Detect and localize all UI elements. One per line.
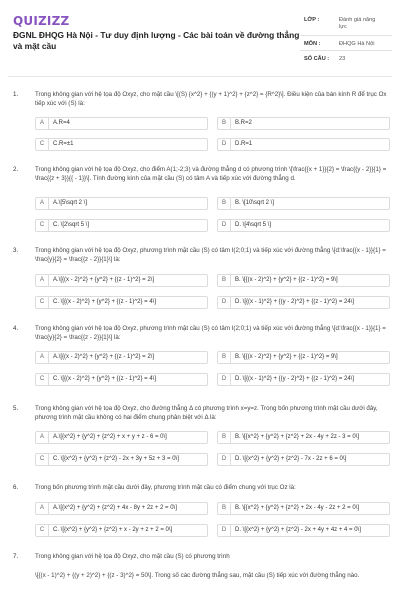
option-text: B. \[{(x - 2)^2} + {y^2} + {(z - 1)^2} = 9\]: [235, 277, 338, 283]
option-c[interactable]: [35, 138, 208, 151]
option-letter: C: [36, 139, 49, 150]
option-letter: A: [36, 198, 49, 209]
option-letter: B: [218, 503, 231, 514]
option-b[interactable]: [217, 351, 390, 364]
worksheet-title: ĐGNL ĐHQG Hà Nội - Tư duy định lượng - Các bài toán về đường thẳng và mặt cầu: [13, 30, 300, 51]
option-text: C. \[{x^2} + {y^2} + {z^2} + x - 2y + z + 2 = 0\]: [53, 527, 173, 533]
option-c[interactable]: [35, 296, 208, 309]
meta-divider: [300, 35, 392, 36]
option-b[interactable]: [217, 274, 390, 287]
option-text: B. \[10\sqrt 2 \]: [235, 200, 275, 206]
question-text: Trong bốn phương trình mặt cầu dưới đây, phương trình mặt cầu có điểm chung với trục Oz là:: [35, 484, 296, 491]
question-text: Trong không gian với hệ tọa độ Oxyz, cho mặt cầu (S) có phương trình: [35, 553, 230, 560]
question-text-continued: \[{(x - 1)^2} + {(y + 2)^2} + {(z - 3)^2} = 50\]. Trong số các đường thẳng sau, mặt cầu (S) tiếp xúc với đường thẳng nào.: [35, 572, 360, 579]
option-letter: C: [36, 374, 49, 385]
option-letter: B: [218, 118, 231, 129]
question-text: Trong không gian với hệ tọa độ Oxyz, cho đường thẳng Δ có phương trình x=y=z. Trong bốn phương trình mặt cầu dưới đây, phương trình mặt cầu không có hai điểm chung phân biệt với Δ là:: [35, 405, 378, 421]
option-text: C.R=±1: [53, 141, 74, 147]
question-number: 3.: [13, 247, 19, 254]
question-number: 5.: [13, 405, 19, 412]
option-text: A.\[{x^2} + {y^2} + {z^2} + 4x - 8y + 2z + 2 = 0\]: [53, 505, 177, 511]
option-letter: C: [36, 220, 49, 231]
option-text: C. \[2\sqrt 5 \]: [53, 222, 90, 228]
option-a[interactable]: [35, 351, 208, 364]
option-text: B.R=2: [235, 120, 252, 126]
option-a[interactable]: [35, 502, 208, 515]
option-letter: D: [218, 139, 231, 150]
question-number: 2.: [13, 166, 19, 173]
option-c[interactable]: [35, 373, 208, 386]
option-letter: A: [36, 118, 49, 129]
option-d[interactable]: [217, 219, 390, 232]
option-letter: B: [218, 198, 231, 209]
option-letter: A: [36, 352, 49, 363]
option-letter: D: [218, 220, 231, 231]
option-b[interactable]: [217, 117, 390, 130]
option-a[interactable]: [35, 197, 208, 210]
option-text: A.\[{(x - 2)^2} + {y^2} + {(z - 1)^2} = 2\]: [53, 277, 154, 283]
meta-value-subject: ĐHQG Hà Nội: [339, 41, 375, 47]
option-text: A.\[{(x - 2)^2} + {y^2} + {(z - 1)^2} = 2\]: [53, 354, 154, 360]
meta-label-subject: MÔN :: [304, 41, 321, 47]
option-b[interactable]: [217, 502, 390, 515]
option-text: A.\[{x^2} + {y^2} + {z^2} + x + y + z - 6 = 0\]: [53, 434, 167, 440]
option-letter: A: [36, 503, 49, 514]
option-d[interactable]: [217, 296, 390, 309]
meta-divider: [300, 50, 392, 51]
option-text: B. \[{(x - 2)^2} + {y^2} + {(z - 1)^2} = 9\]: [235, 354, 338, 360]
meta-value-class: Đánh giá năng lực: [339, 17, 376, 31]
option-text: C. \[{x^2} + {y^2} + {z^2} - 2x + 3y + 5z + 3 = 0\]: [53, 456, 179, 462]
option-letter: A: [36, 275, 49, 286]
option-letter: B: [218, 432, 231, 443]
option-text: D. \[{x^2} + {y^2} + {z^2} - 7x - 2z + 6 = 0\]: [235, 456, 347, 462]
meta-label-count: SỐ CÂU :: [304, 56, 330, 62]
meta-label-class: LỚP :: [304, 17, 320, 23]
option-letter: D: [218, 525, 231, 536]
option-b[interactable]: [217, 197, 390, 210]
question-number: 6.: [13, 484, 19, 491]
option-text: D. \[{(x - 1)^2} + {(y - 2)^2} + {(z - 1)^2} = 24\]: [235, 376, 354, 382]
question-number: 4.: [13, 325, 19, 332]
option-text: B. \[{x^2} + {y^2} + {z^2} + 2x - 4y + 2z - 3 = 0\]: [235, 434, 360, 440]
question-number: 1.: [13, 91, 19, 98]
option-c[interactable]: [35, 453, 208, 466]
option-a[interactable]: [35, 431, 208, 444]
quizizz-logo: QUIZIZZ: [13, 14, 70, 28]
option-a[interactable]: [35, 117, 208, 130]
option-letter: D: [218, 297, 231, 308]
option-letter: A: [36, 432, 49, 443]
option-text: C. \[{(x - 2)^2} + {y^2} + {(z - 1)^2} = 4\]: [53, 299, 156, 305]
option-text: D. \[{x^2} + {y^2} + {z^2} - 2x + 4y + 4z + 4 = 0\]: [235, 527, 361, 533]
option-text: A.R=4: [53, 120, 70, 126]
question-text: Trong không gian với hệ tọa độ Oxyz, phương trình mặt cầu (S) có tâm I(2;0;1) và tiếp xúc với đường thẳng \[d:\frac{{x - 1}}{1} = \frac{y}{2} = \frac{{z - 2}}{1}\] là:: [35, 247, 386, 263]
option-letter: D: [218, 454, 231, 465]
option-text: D. \[{(x - 1)^2} + {(y - 2)^2} + {(z - 1)^2} = 24\]: [235, 299, 354, 305]
option-letter: D: [218, 374, 231, 385]
option-text: D.R=1: [235, 141, 253, 147]
option-d[interactable]: [217, 138, 390, 151]
option-c[interactable]: [35, 524, 208, 537]
option-a[interactable]: [35, 274, 208, 287]
header-divider: [8, 76, 392, 77]
option-letter: C: [36, 454, 49, 465]
option-d[interactable]: [217, 373, 390, 386]
option-d[interactable]: [217, 524, 390, 537]
option-c[interactable]: [35, 219, 208, 232]
option-text: D. \[4\sqrt 5 \]: [235, 222, 272, 228]
option-letter: B: [218, 275, 231, 286]
option-letter: C: [36, 525, 49, 536]
question-number: 7.: [13, 553, 19, 560]
option-d[interactable]: [217, 453, 390, 466]
option-letter: C: [36, 297, 49, 308]
question-text: Trong không gian với hệ tọa độ Oxyz, cho mặt cầu \[(S) {x^2} + {(y + 1)^2} + {z^2} = {R^2}\]. Điều kiện của bán kính R để trục Ox tiếp xúc với (S) là:: [35, 91, 387, 107]
meta-value-count: 23: [339, 56, 346, 62]
question-text: Trong không gian với hệ tọa độ Oxyz, cho điểm A(1;-2;3) và đường thẳng d có phương trình \[\frac{{x + 1}}{2} = \frac{{y - 2}}{1} = \frac{{z + 3}}{{ - 1}}\]. Tính đường kính của mặt cầu (S) có tâm A và tiếp xúc với đường thẳng d.: [35, 166, 387, 182]
option-letter: B: [218, 352, 231, 363]
option-text: A.\[5\sqrt 2 \]: [53, 200, 88, 206]
question-text: Trong không gian với hệ tọa độ Oxyz, phương trình mặt cầu (S) có tâm I(2;0;1) và tiếp xúc với đường thẳng \[d:\frac{{x - 1}}{1} = \frac{y}{2} = \frac{{z - 2}}{1}\] là:: [35, 325, 386, 341]
option-b[interactable]: [217, 431, 390, 444]
option-text: C. \[{(x - 2)^2} + {y^2} + {(z - 1)^2} = 4\]: [53, 376, 156, 382]
option-text: B. \[{x^2} + {y^2} + {z^2} + 2x - 4y - 2z + 2 = 0\]: [235, 505, 360, 511]
